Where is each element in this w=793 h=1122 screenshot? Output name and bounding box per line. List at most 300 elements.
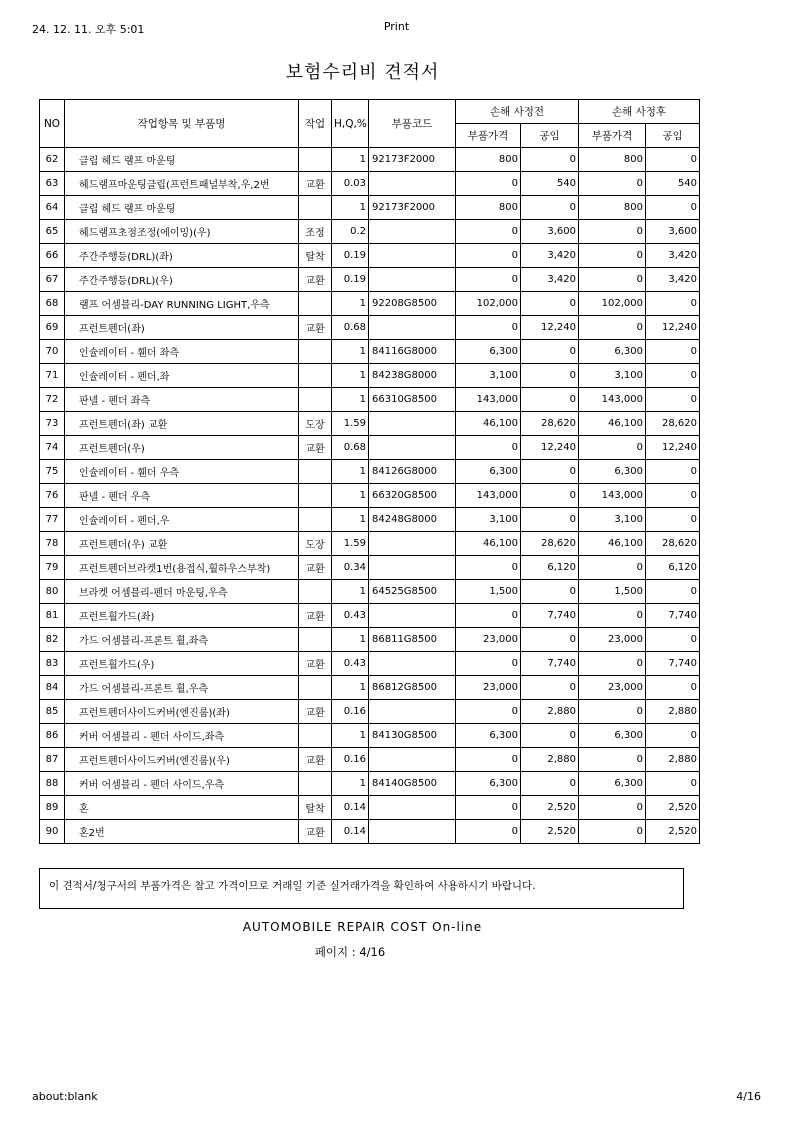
row-after-part-price: 0 (579, 604, 646, 628)
row-item: 프런트펜더브라켓1번(용접식,휠하우스부착) (65, 556, 299, 580)
row-after-part-price: 800 (579, 148, 646, 172)
row-no: 88 (40, 772, 65, 796)
row-after-part-price: 0 (579, 268, 646, 292)
table-row (40, 436, 700, 460)
row-part-code: 86811G8500 (369, 628, 456, 652)
row-no: 81 (40, 604, 65, 628)
header-hq: H,Q,% (332, 100, 369, 148)
row-item: 인슐레이터 - 휀더 좌측 (65, 340, 299, 364)
row-after-part-price: 0 (579, 436, 646, 460)
row-hq: 0.19 (332, 244, 369, 268)
row-part-code (369, 532, 456, 556)
row-item: 프런트펜더(좌) (65, 316, 299, 340)
row-after-labor: 2,880 (646, 700, 700, 724)
estimate-table (39, 99, 700, 844)
row-after-part-price: 143,000 (579, 484, 646, 508)
row-hq: 0.43 (332, 652, 369, 676)
row-before-labor: 0 (521, 196, 579, 220)
row-no: 90 (40, 820, 65, 844)
table-row (40, 340, 700, 364)
row-part-code: 92173F2000 (369, 196, 456, 220)
row-after-part-price: 0 (579, 652, 646, 676)
row-before-labor: 3,420 (521, 268, 579, 292)
row-after-labor: 0 (646, 388, 700, 412)
row-after-labor: 28,620 (646, 412, 700, 436)
row-work: 조정 (299, 220, 332, 244)
row-part-code: 92208G8500 (369, 292, 456, 316)
row-item: 가드 어셈블리-프론트 휠,우측 (65, 676, 299, 700)
row-part-code: 84238G8000 (369, 364, 456, 388)
row-hq: 1 (332, 460, 369, 484)
row-part-code (369, 820, 456, 844)
row-after-part-price: 6,300 (579, 340, 646, 364)
row-hq: 1 (332, 508, 369, 532)
row-work (299, 364, 332, 388)
row-hq: 1 (332, 580, 369, 604)
row-hq: 1.59 (332, 532, 369, 556)
row-after-part-price: 0 (579, 220, 646, 244)
row-after-labor: 7,740 (646, 604, 700, 628)
row-hq: 1 (332, 772, 369, 796)
row-work: 교환 (299, 556, 332, 580)
row-part-code: 66320G8500 (369, 484, 456, 508)
row-before-labor: 2,880 (521, 700, 579, 724)
row-no: 66 (40, 244, 65, 268)
row-before-labor: 6,120 (521, 556, 579, 580)
row-part-code (369, 556, 456, 580)
row-no: 82 (40, 628, 65, 652)
row-no: 76 (40, 484, 65, 508)
table-row (40, 772, 700, 796)
footer-brand: AUTOMOBILE REPAIR COST On-line (242, 920, 483, 934)
row-work (299, 484, 332, 508)
row-hq: 1 (332, 628, 369, 652)
row-work (299, 388, 332, 412)
table-row (40, 820, 700, 844)
row-hq: 1 (332, 388, 369, 412)
row-before-part-price: 6,300 (456, 340, 521, 364)
row-after-labor: 3,600 (646, 220, 700, 244)
row-after-part-price: 0 (579, 796, 646, 820)
row-no: 87 (40, 748, 65, 772)
row-part-code: 64525G8500 (369, 580, 456, 604)
header-work: 작업 (299, 100, 332, 148)
row-before-labor: 2,520 (521, 796, 579, 820)
row-hq: 0.03 (332, 172, 369, 196)
row-no: 65 (40, 220, 65, 244)
row-work (299, 292, 332, 316)
row-part-code (369, 316, 456, 340)
row-item: 프런트펜더사이드커버(엔진룸)(우) (65, 748, 299, 772)
row-work: 교환 (299, 604, 332, 628)
row-no: 78 (40, 532, 65, 556)
row-before-part-price: 6,300 (456, 772, 521, 796)
row-before-labor: 0 (521, 340, 579, 364)
row-hq: 1 (332, 484, 369, 508)
row-item: 램프 어셈블리-DAY RUNNING LIGHT,우측 (65, 292, 299, 316)
row-after-labor: 2,520 (646, 820, 700, 844)
row-before-part-price: 143,000 (456, 484, 521, 508)
row-part-code (369, 436, 456, 460)
table-row (40, 580, 700, 604)
table-row (40, 364, 700, 388)
table-row (40, 628, 700, 652)
row-hq: 0.68 (332, 436, 369, 460)
row-hq: 0.14 (332, 796, 369, 820)
row-no: 70 (40, 340, 65, 364)
header-code: 부품코드 (369, 100, 456, 148)
row-item: 프런트펜더(우) (65, 436, 299, 460)
row-after-labor: 28,620 (646, 532, 700, 556)
row-before-labor: 0 (521, 580, 579, 604)
row-before-labor: 2,520 (521, 820, 579, 844)
row-item: 주간주행등(DRL)(좌) (65, 244, 299, 268)
row-no: 62 (40, 148, 65, 172)
row-after-labor: 0 (646, 340, 700, 364)
row-work (299, 628, 332, 652)
row-after-part-price: 143,000 (579, 388, 646, 412)
row-before-labor: 0 (521, 484, 579, 508)
row-part-code (369, 604, 456, 628)
row-hq: 1 (332, 148, 369, 172)
row-no: 67 (40, 268, 65, 292)
row-after-labor: 3,420 (646, 244, 700, 268)
row-before-part-price: 0 (456, 556, 521, 580)
row-before-part-price: 3,100 (456, 364, 521, 388)
row-item: 프런트펜더사이드커버(엔진룸)(좌) (65, 700, 299, 724)
row-work: 탈착 (299, 796, 332, 820)
row-before-labor: 12,240 (521, 436, 579, 460)
table-row (40, 316, 700, 340)
row-after-part-price: 6,300 (579, 724, 646, 748)
table-row (40, 292, 700, 316)
row-before-labor: 0 (521, 388, 579, 412)
row-work: 교환 (299, 268, 332, 292)
row-hq: 1.59 (332, 412, 369, 436)
row-part-code: 84140G8500 (369, 772, 456, 796)
row-hq: 1 (332, 196, 369, 220)
row-before-part-price: 23,000 (456, 628, 521, 652)
row-item: 클립 헤드 램프 마운팅 (65, 196, 299, 220)
row-after-labor: 12,240 (646, 316, 700, 340)
row-before-part-price: 0 (456, 820, 521, 844)
row-before-part-price: 0 (456, 436, 521, 460)
row-before-part-price: 143,000 (456, 388, 521, 412)
row-hq: 1 (332, 292, 369, 316)
row-before-part-price: 1,500 (456, 580, 521, 604)
header-before-part-price: 부품가격 (456, 124, 521, 148)
row-after-labor: 0 (646, 508, 700, 532)
row-hq: 1 (332, 364, 369, 388)
print-page-count: 4/16 (736, 1090, 761, 1103)
row-before-labor: 28,620 (521, 412, 579, 436)
row-part-code (369, 172, 456, 196)
row-hq: 0.16 (332, 700, 369, 724)
row-after-labor: 0 (646, 724, 700, 748)
row-part-code: 84248G8000 (369, 508, 456, 532)
row-after-part-price: 6,300 (579, 460, 646, 484)
notice-box (39, 868, 684, 909)
table-row (40, 484, 700, 508)
row-item: 커버 어셈블리 - 펜더 사이드,우측 (65, 772, 299, 796)
row-before-labor: 7,740 (521, 652, 579, 676)
row-hq: 0.34 (332, 556, 369, 580)
row-before-part-price: 0 (456, 316, 521, 340)
row-item: 혼 (65, 796, 299, 820)
page-number: 페이지 : 4/16 (314, 945, 386, 959)
row-after-part-price: 0 (579, 244, 646, 268)
table-row (40, 724, 700, 748)
row-before-labor: 0 (521, 772, 579, 796)
row-work: 교환 (299, 748, 332, 772)
row-hq: 0.14 (332, 820, 369, 844)
row-before-part-price: 6,300 (456, 460, 521, 484)
row-before-labor: 7,740 (521, 604, 579, 628)
row-before-part-price: 3,100 (456, 508, 521, 532)
row-before-part-price: 0 (456, 604, 521, 628)
row-hq: 1 (332, 724, 369, 748)
row-part-code: 84126G8000 (369, 460, 456, 484)
row-hq: 0.43 (332, 604, 369, 628)
table-row (40, 700, 700, 724)
row-after-labor: 0 (646, 628, 700, 652)
row-work: 도장 (299, 532, 332, 556)
row-before-part-price: 0 (456, 244, 521, 268)
row-no: 79 (40, 556, 65, 580)
row-work: 교환 (299, 436, 332, 460)
row-after-labor: 0 (646, 580, 700, 604)
row-item: 프런트펜더(좌) 교환 (65, 412, 299, 436)
row-hq: 0.16 (332, 748, 369, 772)
table-row (40, 148, 700, 172)
header-after-labor: 공임 (646, 124, 700, 148)
row-before-part-price: 46,100 (456, 412, 521, 436)
row-after-part-price: 1,500 (579, 580, 646, 604)
row-work (299, 196, 332, 220)
row-after-labor: 0 (646, 196, 700, 220)
row-hq: 1 (332, 676, 369, 700)
row-item: 혼2번 (65, 820, 299, 844)
row-hq: 0.2 (332, 220, 369, 244)
row-before-labor: 28,620 (521, 532, 579, 556)
table-row (40, 556, 700, 580)
row-item: 인슐레이터 - 펜더,우 (65, 508, 299, 532)
header-before: 손해 사정전 (456, 100, 579, 124)
row-before-labor: 0 (521, 364, 579, 388)
row-part-code (369, 244, 456, 268)
row-after-labor: 0 (646, 772, 700, 796)
row-before-part-price: 0 (456, 220, 521, 244)
print-title: Print (383, 20, 410, 33)
row-item: 프런트휠가드(좌) (65, 604, 299, 628)
table-row (40, 532, 700, 556)
row-before-labor: 3,420 (521, 244, 579, 268)
row-before-labor: 2,880 (521, 748, 579, 772)
row-before-labor: 0 (521, 148, 579, 172)
row-before-labor: 0 (521, 676, 579, 700)
row-after-labor: 12,240 (646, 436, 700, 460)
page-title: 보험수리비 견적서 (285, 62, 440, 83)
row-work: 교환 (299, 652, 332, 676)
row-item: 주간주행등(DRL)(우) (65, 268, 299, 292)
row-part-code: 66310G8500 (369, 388, 456, 412)
row-no: 83 (40, 652, 65, 676)
row-after-labor: 0 (646, 364, 700, 388)
header-after-part-price: 부품가격 (579, 124, 646, 148)
row-after-part-price: 46,100 (579, 412, 646, 436)
row-after-labor: 2,520 (646, 796, 700, 820)
row-part-code (369, 796, 456, 820)
table-row (40, 268, 700, 292)
row-work (299, 460, 332, 484)
row-part-code (369, 220, 456, 244)
row-after-labor: 0 (646, 460, 700, 484)
row-before-labor: 0 (521, 292, 579, 316)
row-item: 프런트펜더(우) 교환 (65, 532, 299, 556)
row-item: 판넬 - 펜더 우측 (65, 484, 299, 508)
row-after-part-price: 3,100 (579, 364, 646, 388)
row-work: 교환 (299, 172, 332, 196)
row-before-labor: 540 (521, 172, 579, 196)
row-work (299, 676, 332, 700)
estimate-rows (40, 148, 700, 844)
row-part-code (369, 700, 456, 724)
row-part-code (369, 412, 456, 436)
row-after-part-price: 6,300 (579, 772, 646, 796)
row-no: 64 (40, 196, 65, 220)
row-work: 교환 (299, 820, 332, 844)
row-item: 브라켓 어셈블리-펜더 마운팅,우측 (65, 580, 299, 604)
row-before-part-price: 102,000 (456, 292, 521, 316)
row-item: 판넬 - 펜더 좌측 (65, 388, 299, 412)
row-before-part-price: 800 (456, 196, 521, 220)
row-before-part-price: 0 (456, 268, 521, 292)
row-no: 77 (40, 508, 65, 532)
row-hq: 1 (332, 340, 369, 364)
row-after-part-price: 0 (579, 172, 646, 196)
row-after-labor: 0 (646, 292, 700, 316)
row-before-labor: 0 (521, 460, 579, 484)
row-after-part-price: 800 (579, 196, 646, 220)
row-work: 도장 (299, 412, 332, 436)
table-row (40, 220, 700, 244)
print-datetime: 24. 12. 11. 오후 5:01 (32, 23, 145, 36)
row-no: 69 (40, 316, 65, 340)
row-no: 71 (40, 364, 65, 388)
row-after-labor: 6,120 (646, 556, 700, 580)
notice-text: 이 견적서/청구서의 부품가격은 참고 가격이므로 거래일 기준 실거래가격을 확인하여 사용하시기 바랍니다. (49, 880, 536, 892)
row-part-code (369, 268, 456, 292)
table-row (40, 460, 700, 484)
row-work (299, 508, 332, 532)
row-part-code: 86812G8500 (369, 676, 456, 700)
row-part-code: 84116G8000 (369, 340, 456, 364)
row-after-labor: 2,880 (646, 748, 700, 772)
row-part-code: 84130G8500 (369, 724, 456, 748)
row-after-part-price: 3,100 (579, 508, 646, 532)
table-row (40, 244, 700, 268)
row-item: 커버 어셈블리 - 펜더 사이드,좌측 (65, 724, 299, 748)
row-work (299, 340, 332, 364)
row-no: 85 (40, 700, 65, 724)
row-work: 탈착 (299, 244, 332, 268)
print-url: about:blank (32, 1090, 98, 1103)
row-after-part-price: 0 (579, 556, 646, 580)
row-after-part-price: 23,000 (579, 628, 646, 652)
row-after-part-price: 46,100 (579, 532, 646, 556)
table-row (40, 388, 700, 412)
table-row (40, 172, 700, 196)
header-before-labor: 공임 (521, 124, 579, 148)
table-row (40, 508, 700, 532)
row-item: 헤드램프마운팅클립(프런트패널부착,우,2번 (65, 172, 299, 196)
row-after-part-price: 0 (579, 700, 646, 724)
row-before-labor: 3,600 (521, 220, 579, 244)
row-after-part-price: 23,000 (579, 676, 646, 700)
row-after-labor: 3,420 (646, 268, 700, 292)
row-before-part-price: 800 (456, 148, 521, 172)
row-after-part-price: 0 (579, 316, 646, 340)
row-work: 교환 (299, 316, 332, 340)
row-part-code: 92173F2000 (369, 148, 456, 172)
row-after-labor: 540 (646, 172, 700, 196)
header-no: NO (40, 100, 65, 148)
row-after-labor: 7,740 (646, 652, 700, 676)
row-part-code (369, 748, 456, 772)
row-item: 인슐레이터 - 휀더 우측 (65, 460, 299, 484)
row-work: 교환 (299, 700, 332, 724)
row-after-part-price: 102,000 (579, 292, 646, 316)
row-after-labor: 0 (646, 676, 700, 700)
row-hq: 0.19 (332, 268, 369, 292)
header-item: 작업항목 및 부품명 (65, 100, 299, 148)
row-item: 가드 어셈블리-프론트 휠,좌측 (65, 628, 299, 652)
row-work (299, 772, 332, 796)
row-before-part-price: 0 (456, 652, 521, 676)
row-no: 72 (40, 388, 65, 412)
row-before-part-price: 0 (456, 700, 521, 724)
row-hq: 0.68 (332, 316, 369, 340)
row-no: 73 (40, 412, 65, 436)
row-work (299, 724, 332, 748)
table-row (40, 604, 700, 628)
row-after-part-price: 0 (579, 748, 646, 772)
row-before-labor: 0 (521, 724, 579, 748)
row-no: 63 (40, 172, 65, 196)
row-before-labor: 0 (521, 628, 579, 652)
table-row (40, 796, 700, 820)
row-no: 84 (40, 676, 65, 700)
row-item: 클립 헤드 램프 마운팅 (65, 148, 299, 172)
row-no: 74 (40, 436, 65, 460)
row-item: 프런트휠가드(우) (65, 652, 299, 676)
row-item: 헤드램프초점조정(에이밍)(우) (65, 220, 299, 244)
table-row (40, 652, 700, 676)
row-no: 86 (40, 724, 65, 748)
table-row (40, 748, 700, 772)
row-no: 80 (40, 580, 65, 604)
row-before-part-price: 6,300 (456, 724, 521, 748)
row-before-labor: 0 (521, 508, 579, 532)
row-part-code (369, 652, 456, 676)
row-work (299, 580, 332, 604)
row-after-labor: 0 (646, 148, 700, 172)
table-row (40, 412, 700, 436)
table-row (40, 676, 700, 700)
row-before-part-price: 0 (456, 172, 521, 196)
row-no: 68 (40, 292, 65, 316)
table-row (40, 196, 700, 220)
